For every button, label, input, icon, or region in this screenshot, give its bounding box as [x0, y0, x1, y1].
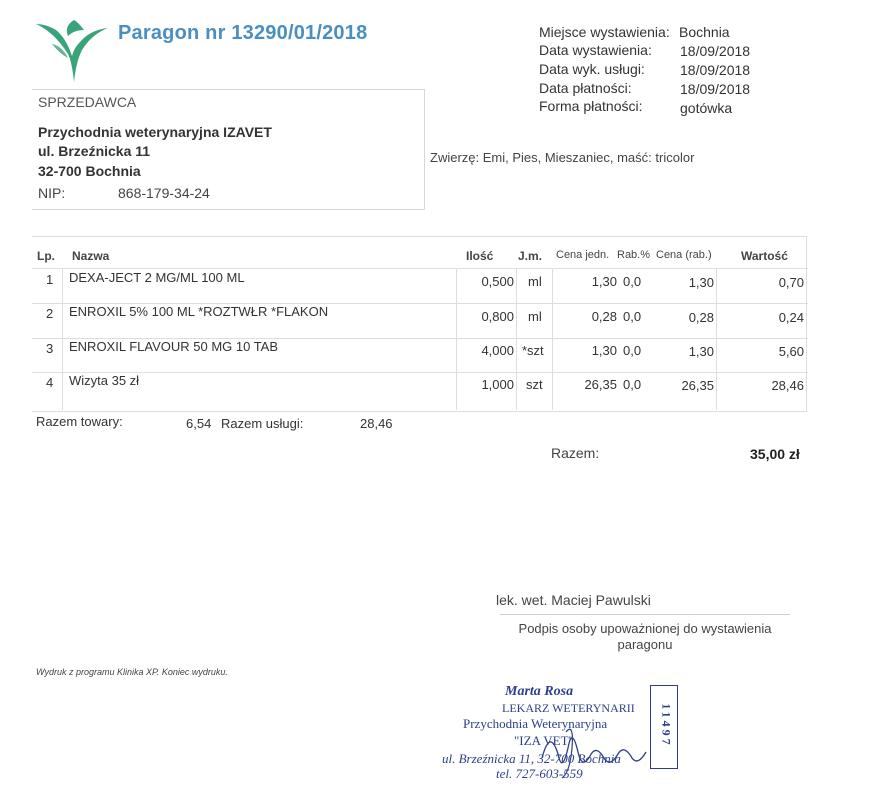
- row-price-disc: 1,30: [688, 344, 714, 359]
- row-unit-price: 1,30: [591, 274, 617, 289]
- row-name: DEXA-JECT 2 MG/ML 100 ML: [69, 270, 245, 285]
- stamp-title: LEKARZ WETERYNARII: [502, 701, 635, 715]
- place-value: Bochnia: [679, 24, 730, 40]
- row-qty: 4,000: [481, 343, 514, 358]
- stamp-clinic: Przychodnia Weterynaryjna: [463, 716, 608, 731]
- row-value: 5,60: [778, 344, 804, 359]
- seller-name: Przychodnia weterynaryjna IZAVET: [38, 124, 272, 140]
- col-header-price-disc: Cena (rab.): [656, 249, 712, 261]
- seller-city: 32-700 Bochnia: [38, 163, 141, 179]
- table-divider: [62, 268, 63, 410]
- table-divider: [516, 268, 517, 410]
- row-value: 0,24: [778, 310, 804, 325]
- col-header-value: Wartość: [741, 249, 788, 263]
- service-date-value: 18/09/2018: [680, 62, 751, 78]
- stamp-address: ul. Brzeźnicka 11, 32-700 Bochnia: [442, 751, 621, 766]
- row-name: ENROXIL 5% 100 ML *ROZTWŁR *FLAKON: [69, 304, 329, 319]
- row-unit-price: 0,28: [591, 309, 617, 324]
- service-date-label: Data wyk. usługi:: [539, 61, 645, 77]
- row-name: Wizyta 35 zł: [69, 373, 140, 388]
- signer-name: lek. wet. Maciej Pawulski: [496, 592, 651, 608]
- goods-total-label: Razem towary:: [36, 414, 123, 429]
- col-header-lp: Lp.: [37, 249, 55, 263]
- row-unit: *szt: [522, 343, 544, 358]
- row-lp: 2: [46, 306, 54, 321]
- table-divider: [32, 268, 808, 269]
- print-footer: Wydruk z programu Klinika XP. Koniec wydruku.: [36, 667, 228, 677]
- grand-total-value: 35,00 zł: [750, 446, 800, 462]
- signature-caption: Podpis osoby upoważnionej do wystawienia paragonu: [518, 621, 772, 652]
- goods-total-value: 6,54: [186, 416, 212, 431]
- row-unit-price: 26,35: [584, 377, 617, 392]
- stamp-number: 11497: [659, 703, 674, 748]
- col-header-discount: Rab.%: [617, 249, 651, 261]
- payment-form-value: gotówka: [680, 100, 733, 116]
- row-unit: szt: [526, 377, 543, 392]
- row-discount: 0,0: [623, 309, 642, 324]
- animal-info: Zwierzę: Emi, Pies, Mieszaniec, maść: tricolor: [430, 150, 695, 165]
- row-unit: ml: [528, 309, 542, 324]
- row-lp: 3: [46, 341, 54, 356]
- grand-total-label: Razem:: [551, 445, 600, 461]
- col-header-name: Nazwa: [72, 249, 110, 263]
- table-divider: [716, 268, 717, 410]
- row-price-disc: 1,30: [688, 275, 714, 290]
- row-price-disc: 0,28: [688, 310, 714, 325]
- payment-form-label: Forma płatności:: [539, 98, 643, 114]
- nip-value: 868-179-34-24: [118, 185, 210, 201]
- table-divider: [456, 268, 457, 410]
- row-discount: 0,0: [623, 377, 642, 392]
- col-header-unit-price: Cena jedn.: [556, 249, 610, 261]
- issue-date-value: 18/09/2018: [680, 43, 751, 59]
- table-divider: [552, 268, 553, 410]
- payment-date-value: 18/09/2018: [680, 81, 751, 97]
- row-price-disc: 26,35: [681, 378, 714, 393]
- clinic-logo: [34, 14, 110, 86]
- stamp-clinic-short: "IZA VET": [514, 733, 574, 748]
- stamp-name: Marta Rosa: [505, 684, 574, 699]
- seller-street: ul. Brzeźnicka 11: [38, 143, 151, 159]
- row-value: 28,46: [771, 378, 804, 393]
- row-lp: 4: [46, 375, 54, 390]
- services-total-label: Razem usługi:: [221, 416, 304, 431]
- handwritten-signature: [538, 718, 650, 782]
- row-lp: 1: [46, 272, 54, 287]
- row-discount: 0,0: [623, 343, 642, 358]
- row-unit: ml: [528, 274, 542, 289]
- nip-label: NIP:: [38, 185, 66, 201]
- row-discount: 0,0: [623, 274, 642, 289]
- row-unit-price: 1,30: [591, 343, 617, 358]
- issue-date-label: Data wystawienia:: [539, 42, 652, 58]
- row-qty: 0,800: [481, 309, 514, 324]
- payment-date-label: Data płatności:: [539, 80, 632, 96]
- services-total-value: 28,46: [360, 416, 393, 431]
- table-divider: [32, 372, 808, 373]
- receipt-title: Paragon nr 13290/01/2018: [118, 22, 368, 44]
- row-name: ENROXIL FLAVOUR 50 MG 10 TAB: [69, 339, 279, 354]
- row-value: 0,70: [778, 275, 804, 290]
- signature-line: [500, 614, 790, 615]
- stamp-phone: tel. 727-603-559: [496, 766, 583, 781]
- col-header-unit: J.m.: [518, 249, 543, 263]
- row-qty: 1,000: [481, 377, 514, 392]
- place-label: Miejsce wystawienia:: [539, 24, 670, 40]
- col-header-qty: Ilość: [466, 249, 494, 263]
- row-qty: 0,500: [481, 274, 514, 289]
- seller-heading: SPRZEDAWCA: [38, 94, 137, 110]
